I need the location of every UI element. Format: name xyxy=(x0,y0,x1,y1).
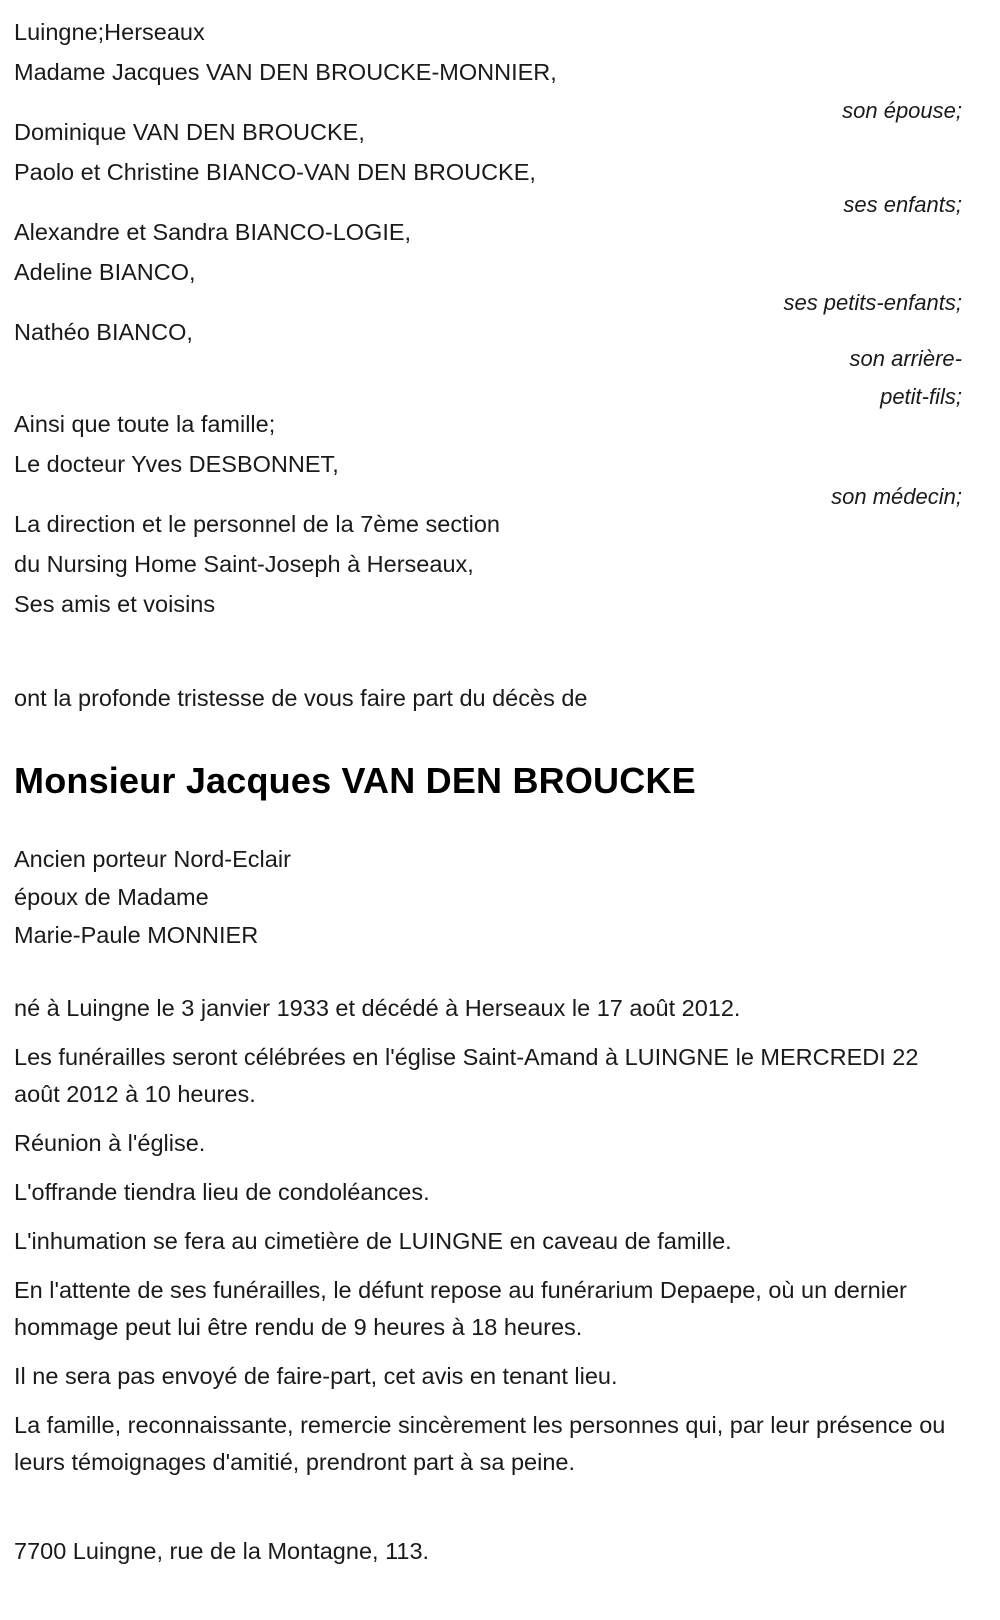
mourner-line-great-grandchild: Nathéo BIANCO, xyxy=(14,319,193,345)
relation-doctor: son médecin; xyxy=(831,484,962,509)
relations-column xyxy=(602,12,962,516)
mourner-line-friends: Ses amis et voisins xyxy=(14,591,216,617)
subtitle-line-spouse-name: Marie-Paule MONNIER xyxy=(14,922,259,948)
detail-gathering: Réunion à l'église. xyxy=(14,1130,206,1156)
details-section xyxy=(14,990,962,1481)
mourner-line-whole-family: Ainsi que toute la famille; xyxy=(14,411,276,437)
spacer xyxy=(14,352,654,404)
family-names-column xyxy=(14,12,654,624)
relation-great-grandchild-line-1: son arrière- xyxy=(849,346,962,371)
detail-offering: L'offrande tiendra lieu de condoléances. xyxy=(14,1179,430,1205)
subtitle-line-occupation: Ancien porteur Nord-Eclair xyxy=(14,846,291,872)
deceased-subtitle xyxy=(14,840,962,954)
detail-funeral-service: Les funérailles seront célébrées en l'église Saint-Amand à LUINGNE le MERCREDI 22 août 2012 à 10 heures. xyxy=(14,1044,919,1107)
subtitle-line-spouse-label: époux de Madame xyxy=(14,884,209,910)
mourner-line-institution-2: du Nursing Home Saint-Joseph à Herseaux, xyxy=(14,551,474,577)
spacer xyxy=(14,192,654,212)
spacer xyxy=(14,92,654,112)
locality-header-group xyxy=(14,12,654,92)
mourner-line-grandchild-2: Adeline BIANCO, xyxy=(14,259,196,285)
relation-great-grandchild-line-2: petit-fils; xyxy=(880,384,962,409)
mourner-group-family-doctor xyxy=(14,404,654,484)
mourner-group-grandchildren xyxy=(14,212,654,292)
locality-header: Luingne;Herseaux xyxy=(14,19,205,45)
mourner-group-institution xyxy=(14,504,654,624)
mourner-line-child-1: Dominique VAN DEN BROUCKE, xyxy=(14,119,365,145)
detail-funeral-home: En l'attente de ses funérailles, le défunt repose au funérarium Depaepe, où un dernier hommage peut lui être rendu de 9 heures à 18 heures. xyxy=(14,1277,907,1340)
relation-spouse: son épouse; xyxy=(842,98,962,123)
mourner-group-children xyxy=(14,112,654,192)
mourner-line-child-2: Paolo et Christine BIANCO-VAN DEN BROUCKE, xyxy=(14,159,536,185)
announcement-intro: ont la profonde tristesse de vous faire part du décès de xyxy=(14,685,588,711)
mourner-line-grandchild-1: Alexandre et Sandra BIANCO-LOGIE, xyxy=(14,219,412,245)
relation-grandchildren: ses petits-enfants; xyxy=(783,290,962,315)
detail-no-invitations: Il ne sera pas envoyé de faire-part, cet avis en tenant lieu. xyxy=(14,1363,618,1389)
detail-thanks: La famille, reconnaissante, remercie sincèrement les personnes qui, par leur présence ou leurs témoignages d'amitié, prendront part à sa peine. xyxy=(14,1412,946,1475)
detail-birth-death: né à Luingne le 3 janvier 1933 et décédé à Herseaux le 17 août 2012. xyxy=(14,995,741,1021)
family-address: 7700 Luingne, rue de la Montagne, 113. xyxy=(14,1538,430,1564)
mourner-line-doctor: Le docteur Yves DESBONNET, xyxy=(14,451,339,477)
spacer xyxy=(14,484,654,504)
deceased-name-heading: Monsieur Jacques VAN DEN BROUCKE xyxy=(14,760,696,801)
mourner-line-spouse: Madame Jacques VAN DEN BROUCKE-MONNIER, xyxy=(14,59,557,85)
detail-burial: L'inhumation se fera au cimetière de LUINGNE en caveau de famille. xyxy=(14,1228,732,1254)
relation-children: ses enfants; xyxy=(843,192,962,217)
spacer xyxy=(14,292,654,312)
mourners-section xyxy=(14,12,962,632)
mourner-line-institution-1: La direction et le personnel de la 7ème section xyxy=(14,511,500,537)
mourner-group-great-grandchild xyxy=(14,312,654,352)
